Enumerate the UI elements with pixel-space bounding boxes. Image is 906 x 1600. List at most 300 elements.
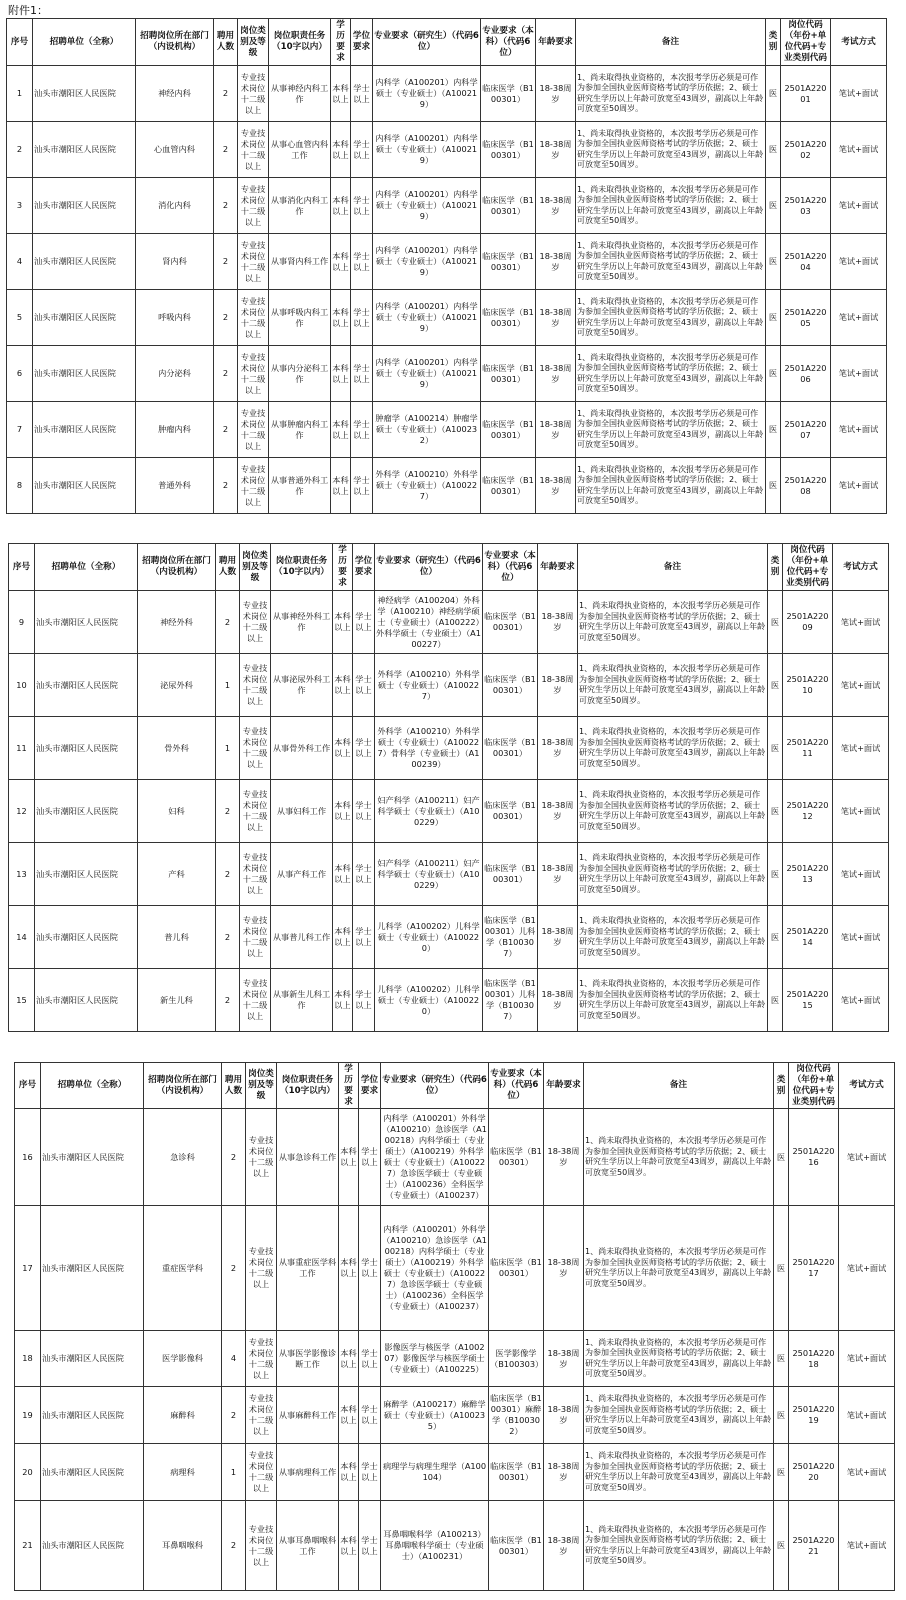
cell-code: 2501A22015 — [783, 969, 833, 1032]
cell-ug-major: 临床医学（B100301） — [489, 1206, 544, 1331]
cell-edu: 本科以上 — [333, 843, 353, 906]
cell-grad-major: 耳鼻咽喉科学（A100213）耳鼻咽喉科学硕士（专业硕士）（A100231） — [381, 1501, 489, 1591]
cell-no: 5 — [7, 290, 33, 346]
cell-duty: 从事骨外科工作 — [271, 717, 333, 780]
cell-count: 1 — [222, 1444, 246, 1501]
cell-category: 医 — [768, 654, 783, 717]
table-row — [7, 346, 887, 402]
cell-duty: 从事耳鼻咽喉科工作 — [277, 1501, 339, 1591]
cell-code: 2501A22016 — [789, 1109, 839, 1206]
cell-code: 2501A22002 — [781, 122, 831, 178]
cell-duty: 从事内分泌科工作 — [269, 346, 331, 402]
cell-ug-major: 临床医学（B100301） — [481, 66, 536, 122]
cell-age: 18-38周岁 — [544, 1206, 584, 1331]
cell-degree: 学士以上 — [359, 1109, 381, 1206]
cell-org: 汕头市潮阳区人民医院 — [35, 780, 138, 843]
cell-code: 2501A22021 — [789, 1501, 839, 1591]
cell-dept: 泌尿外科 — [138, 654, 216, 717]
cell-dept: 神经内科 — [136, 66, 214, 122]
cell-age: 18-38周岁 — [538, 969, 578, 1032]
header-no: 序号 — [9, 544, 35, 591]
table-row — [15, 1387, 895, 1444]
cell-edu: 本科以上 — [333, 780, 353, 843]
cell-note: 1、尚未取得执业资格的，本次报考学历必须是可作为参加全国执业医师资格考试的学历依据；2、硕士研究生学历以上年龄可放宽至43周岁，副高以上年龄可放宽至50周岁。 — [584, 1109, 774, 1206]
cell-dept: 消化内科 — [136, 178, 214, 234]
cell-duty: 从事病理科工作 — [277, 1444, 339, 1501]
header-edu: 学历要求 — [333, 544, 353, 591]
cell-grad-major: 外科学（A100210）外科学硕士（专业硕士）（A100227） — [375, 654, 483, 717]
cell-ug-major: 临床医学（B100301）麻醉学（B100302） — [489, 1387, 544, 1444]
cell-grad-major: 妇产科学（A100211）妇产科学硕士（专业硕士）（A100229） — [375, 780, 483, 843]
table-row — [7, 122, 887, 178]
cell-ug-major: 临床医学（B100301） — [481, 178, 536, 234]
cell-org: 汕头市潮阳区人民医院 — [41, 1206, 144, 1331]
cell-note: 1、尚未取得执业资格的，本次报考学历必须是可作为参加全国执业医师资格考试的学历依据；2、硕士研究生学历以上年龄可放宽至43周岁，副高以上年龄可放宽至50周岁。 — [576, 458, 766, 514]
header-category: 类别 — [774, 1063, 789, 1109]
cell-note: 1、尚未取得执业资格的，本次报考学历必须是可作为参加全国执业医师资格考试的学历依据；2、硕士研究生学历以上年龄可放宽至43周岁，副高以上年龄可放宽至50周岁。 — [578, 654, 768, 717]
cell-grad-major: 肿瘤学（A100214）肿瘤学硕士（专业硕士）（A100232） — [373, 402, 481, 458]
cell-no: 11 — [9, 717, 35, 780]
cell-level: 专业技术岗位十二级以上 — [238, 290, 269, 346]
cell-ug-major: 医学影像学（B100303） — [489, 1331, 544, 1387]
cell-degree: 学士以上 — [353, 906, 375, 969]
cell-duty: 从事急诊科工作 — [277, 1109, 339, 1206]
cell-exam: 笔试+面试 — [831, 66, 887, 122]
cell-duty: 从事妇科工作 — [271, 780, 333, 843]
cell-no: 4 — [7, 234, 33, 290]
cell-org: 汕头市潮阳区人民医院 — [33, 346, 136, 402]
cell-note: 1、尚未取得执业资格的，本次报考学历必须是可作为参加全国执业医师资格考试的学历依据；2、硕士研究生学历以上年龄可放宽至43周岁，副高以上年龄可放宽至50周岁。 — [578, 843, 768, 906]
cell-edu: 本科以上 — [333, 654, 353, 717]
cell-edu: 本科以上 — [339, 1387, 359, 1444]
cell-code: 2501A22013 — [783, 843, 833, 906]
cell-code: 2501A22020 — [789, 1444, 839, 1501]
cell-note: 1、尚未取得执业资格的，本次报考学历必须是可作为参加全国执业医师资格考试的学历依据；2、硕士研究生学历以上年龄可放宽至43周岁，副高以上年龄可放宽至50周岁。 — [584, 1387, 774, 1444]
cell-age: 18-38周岁 — [544, 1387, 584, 1444]
cell-count: 2 — [216, 591, 240, 654]
cell-dept: 病理科 — [144, 1444, 222, 1501]
cell-exam: 笔试+面试 — [831, 402, 887, 458]
cell-exam: 笔试+面试 — [831, 290, 887, 346]
cell-level: 专业技术岗位十二级以上 — [246, 1444, 277, 1501]
table-row — [15, 1109, 895, 1206]
cell-edu: 本科以上 — [331, 290, 351, 346]
cell-org: 汕头市潮阳区人民医院 — [33, 290, 136, 346]
cell-no: 6 — [7, 346, 33, 402]
cell-org: 汕头市潮阳区人民医院 — [41, 1444, 144, 1501]
cell-org: 汕头市潮阳区人民医院 — [35, 843, 138, 906]
cell-dept: 神经外科 — [138, 591, 216, 654]
cell-count: 2 — [216, 969, 240, 1032]
cell-category: 医 — [766, 122, 781, 178]
cell-dept: 麻醉科 — [144, 1387, 222, 1444]
cell-ug-major: 临床医学（B100301） — [481, 458, 536, 514]
cell-count: 2 — [214, 458, 238, 514]
cell-count: 2 — [222, 1501, 246, 1591]
cell-duty: 从事新生儿科工作 — [271, 969, 333, 1032]
cell-edu: 本科以上 — [339, 1444, 359, 1501]
header-row — [15, 1063, 895, 1109]
cell-level: 专业技术岗位十二级以上 — [240, 906, 271, 969]
cell-degree: 学士以上 — [351, 402, 373, 458]
table-row — [9, 717, 889, 780]
cell-exam: 笔试+面试 — [833, 591, 889, 654]
cell-grad-major: 内科学（A100201）外科学（A100210）急诊医学（A100218）内科学硕士（专业硕士）（A100219）外科学硕士（专业硕士）（A100227）急诊医学硕士（专业硕士）（A100236）全科医学（专业硕士）（A100237） — [381, 1109, 489, 1206]
header-note: 备注 — [576, 19, 766, 66]
cell-dept: 耳鼻咽喉科 — [144, 1501, 222, 1591]
cell-exam: 笔试+面试 — [839, 1387, 895, 1444]
cell-grad-major: 内科学（A100201）内科学硕士（专业硕士）（A100219） — [373, 178, 481, 234]
cell-level: 专业技术岗位十二级以上 — [246, 1206, 277, 1331]
cell-count: 2 — [214, 346, 238, 402]
cell-grad-major: 影像医学与核医学（A100207）影像医学与核医学硕士（专业硕士）（A100225） — [381, 1331, 489, 1387]
cell-dept: 肿瘤内科 — [136, 402, 214, 458]
cell-note: 1、尚未取得执业资格的，本次报考学历必须是可作为参加全国执业医师资格考试的学历依据；2、硕士研究生学历以上年龄可放宽至43周岁，副高以上年龄可放宽至50周岁。 — [584, 1444, 774, 1501]
cell-note: 1、尚未取得执业资格的，本次报考学历必须是可作为参加全国执业医师资格考试的学历依据；2、硕士研究生学历以上年龄可放宽至43周岁，副高以上年龄可放宽至50周岁。 — [576, 234, 766, 290]
cell-grad-major: 外科学（A100210）外科学硕士（专业硕士）（A100227） — [373, 458, 481, 514]
cell-org: 汕头市潮阳区人民医院 — [33, 66, 136, 122]
cell-code: 2501A22006 — [781, 346, 831, 402]
cell-category: 医 — [768, 591, 783, 654]
header-level: 岗位类别及等级 — [246, 1063, 277, 1109]
cell-degree: 学士以上 — [353, 969, 375, 1032]
cell-ug-major: 临床医学（B100301） — [483, 654, 538, 717]
cell-ug-major: 临床医学（B100301） — [489, 1109, 544, 1206]
cell-duty: 从事神经外科工作 — [271, 591, 333, 654]
cell-edu: 本科以上 — [331, 346, 351, 402]
cell-edu: 本科以上 — [333, 969, 353, 1032]
cell-edu: 本科以上 — [333, 906, 353, 969]
cell-count: 2 — [214, 66, 238, 122]
cell-ug-major: 临床医学（B100301） — [481, 290, 536, 346]
header-ug-major: 专业要求（本科）（代码6位） — [489, 1063, 544, 1109]
cell-dept: 呼吸内科 — [136, 290, 214, 346]
cell-count: 2 — [216, 780, 240, 843]
cell-level: 专业技术岗位十二级以上 — [246, 1109, 277, 1206]
cell-category: 医 — [774, 1444, 789, 1501]
header-edu: 学历要求 — [331, 19, 351, 66]
cell-level: 专业技术岗位十二级以上 — [240, 717, 271, 780]
cell-note: 1、尚未取得执业资格的，本次报考学历必须是可作为参加全国执业医师资格考试的学历依据；2、硕士研究生学历以上年龄可放宽至43周岁，副高以上年龄可放宽至50周岁。 — [576, 178, 766, 234]
cell-age: 18-38周岁 — [538, 906, 578, 969]
table-row — [9, 654, 889, 717]
cell-note: 1、尚未取得执业资格的，本次报考学历必须是可作为参加全国执业医师资格考试的学历依据；2、硕士研究生学历以上年龄可放宽至43周岁，副高以上年龄可放宽至50周岁。 — [578, 969, 768, 1032]
cell-note: 1、尚未取得执业资格的，本次报考学历必须是可作为参加全国执业医师资格考试的学历依据；2、硕士研究生学历以上年龄可放宽至43周岁，副高以上年龄可放宽至50周岁。 — [576, 402, 766, 458]
header-code: 岗位代码（年份+单位代码+专业类别代码 — [789, 1063, 839, 1109]
header-org: 招聘单位（全称） — [35, 544, 138, 591]
cell-org: 汕头市潮阳区人民医院 — [35, 654, 138, 717]
cell-degree: 学士以上 — [359, 1331, 381, 1387]
cell-edu: 本科以上 — [339, 1206, 359, 1331]
header-grad-major: 专业要求（研究生）（代码6位） — [375, 544, 483, 591]
header-level: 岗位类别及等级 — [238, 19, 269, 66]
table-row — [7, 234, 887, 290]
cell-age: 18-38周岁 — [544, 1444, 584, 1501]
cell-exam: 笔试+面试 — [839, 1206, 895, 1331]
header-duty: 岗位职责任务（10字以内） — [277, 1063, 339, 1109]
header-degree: 学位要求 — [359, 1063, 381, 1109]
cell-code: 2501A22017 — [789, 1206, 839, 1331]
cell-dept: 骨外科 — [138, 717, 216, 780]
cell-level: 专业技术岗位十二级以上 — [240, 780, 271, 843]
cell-ug-major: 临床医学（B100301） — [481, 346, 536, 402]
cell-ug-major: 临床医学（B100301） — [483, 780, 538, 843]
cell-level: 专业技术岗位十二级以上 — [238, 234, 269, 290]
header-age: 年龄要求 — [544, 1063, 584, 1109]
cell-no: 21 — [15, 1501, 41, 1591]
cell-age: 18-38周岁 — [544, 1501, 584, 1591]
cell-edu: 本科以上 — [331, 178, 351, 234]
header-dept: 招聘岗位所在部门（内设机构） — [136, 19, 214, 66]
cell-duty: 从事心血管内科工作 — [269, 122, 331, 178]
cell-age: 18-38周岁 — [538, 717, 578, 780]
table-row — [9, 843, 889, 906]
cell-dept: 普儿科 — [138, 906, 216, 969]
cell-no: 20 — [15, 1444, 41, 1501]
cell-ug-major: 临床医学（B100301） — [483, 843, 538, 906]
header-level: 岗位类别及等级 — [240, 544, 271, 591]
cell-age: 18-38周岁 — [538, 843, 578, 906]
cell-no: 1 — [7, 66, 33, 122]
header-dept: 招聘岗位所在部门（内设机构） — [144, 1063, 222, 1109]
cell-ug-major: 临床医学（B100301） — [483, 717, 538, 780]
cell-edu: 本科以上 — [331, 66, 351, 122]
cell-level: 专业技术岗位十二级以上 — [238, 66, 269, 122]
cell-duty: 从事麻醉科工作 — [277, 1387, 339, 1444]
cell-age: 18-38周岁 — [544, 1331, 584, 1387]
cell-age: 18-38周岁 — [536, 290, 576, 346]
table-row — [9, 780, 889, 843]
cell-grad-major: 麻醉学（A100217）麻醉学硕士（专业硕士）（A100235） — [381, 1387, 489, 1444]
cell-exam: 笔试+面试 — [833, 969, 889, 1032]
cell-no: 8 — [7, 458, 33, 514]
cell-age: 18-38周岁 — [536, 402, 576, 458]
cell-level: 专业技术岗位十二级以上 — [246, 1331, 277, 1387]
table-row — [9, 591, 889, 654]
cell-exam: 笔试+面试 — [831, 234, 887, 290]
cell-code: 2501A22009 — [783, 591, 833, 654]
cell-count: 2 — [214, 402, 238, 458]
cell-degree: 学士以上 — [351, 346, 373, 402]
cell-ug-major: 临床医学（B100301）儿科学（B100307） — [483, 969, 538, 1032]
cell-category: 医 — [774, 1387, 789, 1444]
cell-count: 2 — [214, 178, 238, 234]
cell-category: 医 — [768, 906, 783, 969]
cell-level: 专业技术岗位十二级以上 — [238, 178, 269, 234]
cell-no: 9 — [9, 591, 35, 654]
cell-exam: 笔试+面试 — [839, 1109, 895, 1206]
cell-degree: 学士以上 — [351, 178, 373, 234]
header-no: 序号 — [15, 1063, 41, 1109]
cell-code: 2501A22012 — [783, 780, 833, 843]
cell-degree: 学士以上 — [351, 290, 373, 346]
cell-ug-major: 临床医学（B100301） — [483, 591, 538, 654]
cell-level: 专业技术岗位十二级以上 — [240, 843, 271, 906]
cell-category: 医 — [774, 1109, 789, 1206]
cell-degree: 学士以上 — [353, 717, 375, 780]
header-degree: 学位要求 — [351, 19, 373, 66]
table-row — [7, 290, 887, 346]
cell-code: 2501A22019 — [789, 1387, 839, 1444]
cell-note: 1、尚未取得执业资格的，本次报考学历必须是可作为参加全国执业医师资格考试的学历依据；2、硕士研究生学历以上年龄可放宽至43周岁，副高以上年龄可放宽至50周岁。 — [584, 1501, 774, 1591]
header-age: 年龄要求 — [538, 544, 578, 591]
cell-edu: 本科以上 — [331, 402, 351, 458]
cell-note: 1、尚未取得执业资格的，本次报考学历必须是可作为参加全国执业医师资格考试的学历依据；2、硕士研究生学历以上年龄可放宽至43周岁，副高以上年龄可放宽至50周岁。 — [584, 1331, 774, 1387]
cell-grad-major: 妇产科学（A100211）妇产科学硕士（专业硕士）（A100229） — [375, 843, 483, 906]
cell-no: 13 — [9, 843, 35, 906]
cell-grad-major: 神经病学（A100204）外科学（A100210）神经病学硕士（专业硕士）（A100222）外科学硕士（专业硕士）（A100227） — [375, 591, 483, 654]
cell-category: 医 — [766, 346, 781, 402]
cell-degree: 学士以上 — [359, 1444, 381, 1501]
cell-org: 汕头市潮阳区人民医院 — [41, 1501, 144, 1591]
cell-dept: 内分泌科 — [136, 346, 214, 402]
cell-duty: 从事呼吸内科工作 — [269, 290, 331, 346]
header-note: 备注 — [578, 544, 768, 591]
table-row — [7, 178, 887, 234]
cell-category: 医 — [766, 402, 781, 458]
cell-category: 医 — [766, 234, 781, 290]
cell-grad-major: 内科学（A100201）内科学硕士（专业硕士）（A100219） — [373, 66, 481, 122]
cell-degree: 学士以上 — [351, 122, 373, 178]
cell-count: 2 — [222, 1387, 246, 1444]
cell-grad-major: 病理学与病理生理学（A100104） — [381, 1444, 489, 1501]
cell-no: 16 — [15, 1109, 41, 1206]
cell-no: 3 — [7, 178, 33, 234]
cell-category: 医 — [766, 66, 781, 122]
cell-org: 汕头市潮阳区人民医院 — [41, 1109, 144, 1206]
cell-age: 18-38周岁 — [536, 234, 576, 290]
header-age: 年龄要求 — [536, 19, 576, 66]
cell-note: 1、尚未取得执业资格的，本次报考学历必须是可作为参加全国执业医师资格考试的学历依据；2、硕士研究生学历以上年龄可放宽至43周岁，副高以上年龄可放宽至50周岁。 — [576, 290, 766, 346]
cell-note: 1、尚未取得执业资格的，本次报考学历必须是可作为参加全国执业医师资格考试的学历依据；2、硕士研究生学历以上年龄可放宽至43周岁，副高以上年龄可放宽至50周岁。 — [576, 346, 766, 402]
cell-age: 18-38周岁 — [536, 458, 576, 514]
cell-note: 1、尚未取得执业资格的，本次报考学历必须是可作为参加全国执业医师资格考试的学历依据；2、硕士研究生学历以上年龄可放宽至43周岁，副高以上年龄可放宽至50周岁。 — [578, 906, 768, 969]
cell-org: 汕头市潮阳区人民医院 — [33, 178, 136, 234]
cell-ug-major: 临床医学（B100301） — [481, 402, 536, 458]
cell-edu: 本科以上 — [331, 458, 351, 514]
cell-org: 汕头市潮阳区人民医院 — [41, 1331, 144, 1387]
header-duty: 岗位职责任务（10字以内） — [271, 544, 333, 591]
cell-level: 专业技术岗位十二级以上 — [240, 591, 271, 654]
attachment-caption: 附件1： — [8, 4, 48, 17]
cell-duty: 从事产科工作 — [271, 843, 333, 906]
cell-count: 4 — [222, 1331, 246, 1387]
cell-ug-major: 临床医学（B100301） — [489, 1501, 544, 1591]
cell-edu: 本科以上 — [339, 1109, 359, 1206]
cell-code: 2501A22007 — [781, 402, 831, 458]
cell-duty: 从事普通外科工作 — [269, 458, 331, 514]
cell-exam: 笔试+面试 — [831, 458, 887, 514]
cell-org: 汕头市潮阳区人民医院 — [35, 906, 138, 969]
header-row — [9, 544, 889, 591]
cell-category: 医 — [768, 969, 783, 1032]
cell-dept: 急诊科 — [144, 1109, 222, 1206]
cell-no: 12 — [9, 780, 35, 843]
cell-no: 19 — [15, 1387, 41, 1444]
cell-org: 汕头市潮阳区人民医院 — [33, 234, 136, 290]
cell-degree: 学士以上 — [351, 66, 373, 122]
table-row — [15, 1331, 895, 1387]
header-exam: 考试方式 — [833, 544, 889, 591]
cell-exam: 笔试+面试 — [833, 717, 889, 780]
cell-code: 2501A22010 — [783, 654, 833, 717]
cell-age: 18-38周岁 — [536, 346, 576, 402]
cell-duty: 从事医学影像诊断工作 — [277, 1331, 339, 1387]
cell-category: 医 — [768, 780, 783, 843]
cell-no: 7 — [7, 402, 33, 458]
cell-degree: 学士以上 — [353, 591, 375, 654]
table-row — [9, 969, 889, 1032]
cell-ug-major: 临床医学（B100301） — [481, 234, 536, 290]
cell-degree: 学士以上 — [359, 1387, 381, 1444]
recruitment-table-page-1 — [6, 18, 887, 514]
cell-count: 2 — [216, 843, 240, 906]
cell-level: 专业技术岗位十二级以上 — [238, 402, 269, 458]
cell-edu: 本科以上 — [333, 591, 353, 654]
cell-note: 1、尚未取得执业资格的，本次报考学历必须是可作为参加全国执业医师资格考试的学历依据；2、硕士研究生学历以上年龄可放宽至43周岁，副高以上年龄可放宽至50周岁。 — [576, 66, 766, 122]
cell-duty: 从事泌尿外科工作 — [271, 654, 333, 717]
header-duty: 岗位职责任务（10字以内） — [269, 19, 331, 66]
cell-exam: 笔试+面试 — [839, 1331, 895, 1387]
cell-dept: 妇科 — [138, 780, 216, 843]
cell-code: 2501A22018 — [789, 1331, 839, 1387]
header-count: 聘用人数 — [214, 19, 238, 66]
cell-no: 2 — [7, 122, 33, 178]
table-row — [9, 906, 889, 969]
header-count: 聘用人数 — [216, 544, 240, 591]
cell-age: 18-38周岁 — [538, 654, 578, 717]
table-row — [7, 458, 887, 514]
cell-level: 专业技术岗位十二级以上 — [246, 1501, 277, 1591]
cell-count: 2 — [222, 1109, 246, 1206]
table-row — [15, 1444, 895, 1501]
cell-edu: 本科以上 — [331, 234, 351, 290]
header-degree: 学位要求 — [353, 544, 375, 591]
cell-note: 1、尚未取得执业资格的，本次报考学历必须是可作为参加全国执业医师资格考试的学历依据；2、硕士研究生学历以上年龄可放宽至43周岁，副高以上年龄可放宽至50周岁。 — [584, 1206, 774, 1331]
cell-code: 2501A22001 — [781, 66, 831, 122]
cell-ug-major: 临床医学（B100301） — [489, 1444, 544, 1501]
header-code: 岗位代码（年份+单位代码+专业类别代码 — [781, 19, 831, 66]
cell-age: 18-38周岁 — [536, 122, 576, 178]
header-ug-major: 专业要求（本科）（代码6位） — [481, 19, 536, 66]
cell-category: 医 — [774, 1501, 789, 1591]
cell-count: 2 — [214, 290, 238, 346]
cell-ug-major: 临床医学（B100301） — [481, 122, 536, 178]
header-exam: 考试方式 — [839, 1063, 895, 1109]
cell-exam: 笔试+面试 — [831, 346, 887, 402]
cell-degree: 学士以上 — [351, 234, 373, 290]
cell-note: 1、尚未取得执业资格的，本次报考学历必须是可作为参加全国执业医师资格考试的学历依据；2、硕士研究生学历以上年龄可放宽至43周岁，副高以上年龄可放宽至50周岁。 — [578, 780, 768, 843]
cell-exam: 笔试+面试 — [839, 1501, 895, 1591]
cell-code: 2501A22003 — [781, 178, 831, 234]
cell-note: 1、尚未取得执业资格的，本次报考学历必须是可作为参加全国执业医师资格考试的学历依据；2、硕士研究生学历以上年龄可放宽至43周岁，副高以上年龄可放宽至50周岁。 — [576, 122, 766, 178]
cell-dept: 产科 — [138, 843, 216, 906]
cell-dept: 心血管内科 — [136, 122, 214, 178]
cell-no: 14 — [9, 906, 35, 969]
cell-org: 汕头市潮阳区人民医院 — [33, 458, 136, 514]
cell-edu: 本科以上 — [333, 717, 353, 780]
cell-no: 18 — [15, 1331, 41, 1387]
cell-no: 17 — [15, 1206, 41, 1331]
cell-age: 18-38周岁 — [544, 1109, 584, 1206]
cell-duty: 从事肾内科工作 — [269, 234, 331, 290]
cell-note: 1、尚未取得执业资格的，本次报考学历必须是可作为参加全国执业医师资格考试的学历依据；2、硕士研究生学历以上年龄可放宽至43周岁，副高以上年龄可放宽至50周岁。 — [578, 591, 768, 654]
cell-degree: 学士以上 — [353, 654, 375, 717]
cell-level: 专业技术岗位十二级以上 — [240, 654, 271, 717]
cell-grad-major: 儿科学（A100202）儿科学硕士（专业硕士）（A100220） — [375, 906, 483, 969]
header-org: 招聘单位（全称） — [41, 1063, 144, 1109]
table-row — [7, 402, 887, 458]
